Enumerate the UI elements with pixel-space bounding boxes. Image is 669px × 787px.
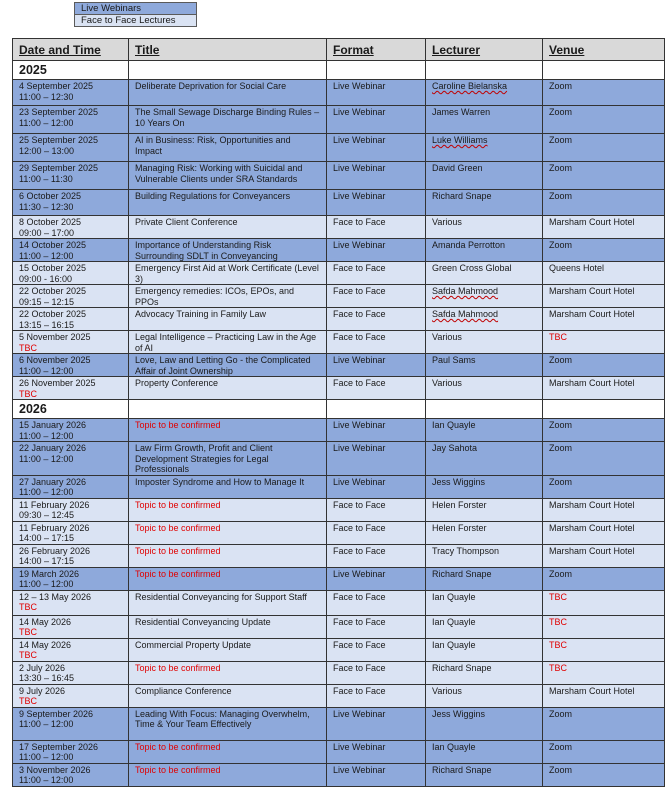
event-format: Face to Face [327, 216, 426, 239]
lecturer-name: Richard Snape [432, 662, 492, 673]
event-title: Imposter Syndrome and How to Manage It [129, 475, 327, 498]
legend-webinar: Live Webinars [75, 3, 197, 15]
date-cell [13, 521, 129, 544]
event-time: 11:30 – 12:30 [19, 201, 74, 212]
event-lecturer [426, 419, 543, 442]
event-format: Face to Face [327, 615, 426, 638]
event-lecturer [426, 162, 543, 190]
event-time: TBC [19, 388, 37, 399]
event-format: Live Webinar [327, 134, 426, 162]
event-title: Love, Law and Letting Go - the Complicated Affair of Joint Ownership [129, 354, 327, 377]
event-lecturer [426, 106, 543, 134]
lecturer-name: David Green [432, 163, 483, 173]
event-title: Building Regulations for Conveyancers [129, 190, 327, 216]
event-title: Topic to be confirmed [129, 544, 327, 567]
event-date: 12 – 13 May 2026 [19, 591, 92, 602]
event-title: The Small Sewage Discharge Binding Rules – 10 Years On [129, 106, 327, 134]
event-format: Face to Face [327, 377, 426, 400]
event-format: Live Webinar [327, 419, 426, 442]
event-date: 15 October 2025 [19, 263, 87, 273]
event-date: 29 September 2025 [19, 163, 99, 173]
header-venue: Venue [543, 39, 665, 61]
event-venue: Zoom [543, 106, 665, 134]
event-lecturer [426, 239, 543, 262]
event-time: 11:00 – 12:00 [19, 775, 74, 785]
event-venue: Marsham Court Hotel [543, 521, 665, 544]
date-cell [13, 106, 129, 134]
empty-cell [543, 61, 665, 80]
event-date: 9 September 2026 [19, 708, 94, 719]
event-venue: TBC [543, 590, 665, 615]
event-time: TBC [19, 696, 37, 706]
event-venue: Marsham Court Hotel [543, 308, 665, 331]
event-time: 11:00 – 12:00 [19, 365, 74, 376]
lecturer-name: James Warren [432, 107, 491, 117]
event-lecturer [426, 216, 543, 239]
event-format: Live Webinar [327, 707, 426, 740]
event-title: Legal Intelligence – Practicing Law in the Age of AI [129, 331, 327, 354]
lecturer-name: Paul Sams [432, 355, 476, 365]
lecturer-name: Various [432, 217, 462, 227]
event-title: Topic to be confirmed [129, 498, 327, 521]
event-venue: TBC [543, 331, 665, 354]
header-title: Title [129, 39, 327, 61]
event-title: Leading With Focus: Managing Overwhelm, Time & Your Team Effectively [129, 707, 327, 740]
event-date: 14 May 2026 [19, 639, 72, 650]
event-lecturer [426, 285, 543, 308]
course-schedule-table [12, 38, 665, 787]
event-time: 11:00 – 12:00 [19, 250, 74, 261]
event-lecturer [426, 684, 543, 707]
event-date: 6 October 2025 [19, 191, 82, 201]
event-date: 26 November 2025 [19, 378, 96, 388]
event-date: 6 November 2025 [19, 355, 91, 365]
lecturer-name: Safda Mahmood [432, 286, 499, 296]
event-lecturer [426, 354, 543, 377]
lecturer-name: Amanda Perrotton [432, 240, 506, 250]
event-date: 11 February 2026 [19, 499, 90, 510]
event-venue: Zoom [543, 740, 665, 763]
table-row [13, 331, 665, 354]
lecturer-name: Green Cross Global [432, 263, 512, 273]
lecturer-name: Various [432, 685, 462, 696]
event-time: 09:00 - 16:00 [19, 273, 73, 284]
event-time: 11:00 – 12:00 [19, 430, 74, 441]
event-title: Property Conference [129, 377, 327, 400]
event-title: Advocacy Training in Family Law [129, 308, 327, 331]
date-cell [13, 684, 129, 707]
table-row [13, 239, 665, 262]
event-lecturer [426, 442, 543, 476]
event-venue: Zoom [543, 190, 665, 216]
table-row [13, 106, 665, 134]
event-lecturer [426, 498, 543, 521]
event-title: Topic to be confirmed [129, 740, 327, 763]
lecturer-name: Ian Quayle [432, 639, 476, 650]
event-title: Emergency remedies: ICOs, EPOs, and PPOs [129, 285, 327, 308]
date-cell [13, 377, 129, 400]
event-format: Face to Face [327, 661, 426, 684]
event-lecturer [426, 80, 543, 106]
date-cell [13, 740, 129, 763]
event-lecturer [426, 763, 543, 786]
header-format: Format [327, 39, 426, 61]
event-time: 09:15 – 12:15 [19, 296, 75, 307]
format-legend [74, 2, 197, 27]
event-venue: Marsham Court Hotel [543, 684, 665, 707]
event-format: Live Webinar [327, 442, 426, 476]
lecturer-name: Jess Wiggins [432, 476, 486, 487]
date-cell [13, 498, 129, 521]
empty-cell [426, 400, 543, 419]
event-title: Managing Risk: Working with Suicidal and Vulnerable Clients under SRA Standards [129, 162, 327, 190]
event-lecturer [426, 190, 543, 216]
date-cell [13, 354, 129, 377]
event-format: Face to Face [327, 498, 426, 521]
date-cell [13, 190, 129, 216]
date-cell [13, 442, 129, 476]
event-lecturer [426, 331, 543, 354]
event-format: Face to Face [327, 285, 426, 308]
date-cell [13, 763, 129, 786]
date-cell [13, 615, 129, 638]
event-time: 11:00 – 12:00 [19, 487, 74, 497]
table-row [13, 615, 665, 638]
event-date: 22 October 2025 [19, 286, 87, 296]
event-format: Live Webinar [327, 162, 426, 190]
table-row [13, 285, 665, 308]
lecturer-name: Ian Quayle [432, 616, 476, 627]
event-title: AI in Business: Risk, Opportunities and Impact [129, 134, 327, 162]
event-format: Face to Face [327, 521, 426, 544]
table-row [13, 162, 665, 190]
event-lecturer [426, 661, 543, 684]
event-title: Emergency First Aid at Work Certificate (Level 3) [129, 262, 327, 285]
event-date: 3 November 2026 [19, 764, 91, 775]
event-time: 14:00 – 17:15 [19, 556, 75, 566]
table-row [13, 707, 665, 740]
event-venue: Zoom [543, 162, 665, 190]
lecturer-name: Tracy Thompson [432, 545, 500, 556]
header-row [13, 39, 665, 61]
event-lecturer [426, 377, 543, 400]
event-lecturer [426, 308, 543, 331]
table-row [13, 475, 665, 498]
lecturer-name: Ian Quayle [432, 420, 476, 430]
header-lecturer: Lecturer [426, 39, 543, 61]
date-cell [13, 216, 129, 239]
event-format: Live Webinar [327, 354, 426, 377]
event-format: Live Webinar [327, 80, 426, 106]
lecturer-name: Luke Williams [432, 135, 488, 145]
lecturer-name: Various [432, 378, 462, 388]
event-title: Topic to be confirmed [129, 661, 327, 684]
event-time: 09:00 – 17:00 [19, 227, 75, 238]
event-venue: Queens Hotel [543, 262, 665, 285]
lecturer-name: Richard Snape [432, 191, 492, 201]
lecturer-name: Various [432, 332, 462, 342]
date-cell [13, 331, 129, 354]
date-cell [13, 419, 129, 442]
event-format: Live Webinar [327, 740, 426, 763]
date-cell [13, 475, 129, 498]
event-date: 25 September 2025 [19, 135, 99, 145]
empty-cell [129, 61, 327, 80]
date-cell [13, 308, 129, 331]
event-title: Topic to be confirmed [129, 419, 327, 442]
empty-cell [129, 400, 327, 419]
date-cell [13, 134, 129, 162]
date-cell [13, 262, 129, 285]
event-date: 15 January 2026 [19, 420, 87, 430]
event-time: 14:00 – 17:15 [19, 533, 75, 543]
date-cell [13, 638, 129, 661]
year-row [13, 61, 665, 80]
date-cell [13, 80, 129, 106]
event-lecturer [426, 544, 543, 567]
lecturer-name: Ian Quayle [432, 591, 476, 602]
lecturer-name: Helen Forster [432, 522, 487, 533]
year-heading: 2025 [13, 61, 129, 80]
table-row [13, 590, 665, 615]
table-row [13, 308, 665, 331]
event-title: Commercial Property Update [129, 638, 327, 661]
event-date: 14 May 2026 [19, 616, 72, 627]
event-time: 13:15 – 16:15 [19, 319, 75, 330]
event-date: 19 March 2026 [19, 568, 80, 579]
lecturer-name: Caroline Bielanska [432, 81, 508, 91]
event-format: Face to Face [327, 684, 426, 707]
event-date: 2 July 2026 [19, 662, 66, 673]
event-venue: TBC [543, 638, 665, 661]
event-venue: TBC [543, 615, 665, 638]
empty-cell [327, 61, 426, 80]
event-date: 22 January 2026 [19, 443, 87, 453]
event-lecturer [426, 262, 543, 285]
event-time: TBC [19, 602, 37, 612]
event-time: 09:30 – 12:45 [19, 510, 75, 520]
event-format: Live Webinar [327, 763, 426, 786]
event-time: 11:00 – 12:00 [19, 453, 74, 464]
event-time: 11:00 – 12:00 [19, 719, 74, 729]
table-row [13, 498, 665, 521]
date-cell [13, 544, 129, 567]
event-time: 11:00 – 11:30 [19, 173, 73, 184]
date-cell [13, 285, 129, 308]
event-time: 12:00 – 13:00 [19, 145, 75, 156]
event-venue: Zoom [543, 354, 665, 377]
event-lecturer [426, 567, 543, 590]
event-format: Face to Face [327, 544, 426, 567]
event-lecturer [426, 615, 543, 638]
event-title: Importance of Understanding Risk Surrounding SDLT in Conveyancing [129, 239, 327, 262]
year-row [13, 400, 665, 419]
event-title: Topic to be confirmed [129, 763, 327, 786]
event-venue: Zoom [543, 707, 665, 740]
event-format: Live Webinar [327, 239, 426, 262]
event-venue: Zoom [543, 239, 665, 262]
event-venue: Zoom [543, 134, 665, 162]
lecturer-name: Helen Forster [432, 499, 487, 510]
date-cell [13, 661, 129, 684]
event-date: 26 February 2026 [19, 545, 91, 556]
event-format: Live Webinar [327, 106, 426, 134]
event-lecturer [426, 521, 543, 544]
event-venue: Zoom [543, 80, 665, 106]
event-venue: Marsham Court Hotel [543, 216, 665, 239]
event-date: 5 November 2025 [19, 332, 91, 342]
event-time: TBC [19, 650, 37, 660]
event-date: 14 October 2025 [19, 240, 87, 250]
event-time: 11:00 – 12:00 [19, 117, 74, 128]
event-lecturer [426, 638, 543, 661]
event-venue: Marsham Court Hotel [543, 544, 665, 567]
table-row [13, 544, 665, 567]
event-date: 22 October 2025 [19, 309, 87, 319]
lecturer-name: Jay Sahota [432, 443, 478, 453]
date-cell [13, 707, 129, 740]
lecturer-name: Richard Snape [432, 764, 492, 775]
table-row [13, 377, 665, 400]
event-lecturer [426, 134, 543, 162]
event-time: 11:00 – 12:00 [19, 752, 74, 762]
event-title: Residential Conveyancing Update [129, 615, 327, 638]
table-row [13, 567, 665, 590]
table-row [13, 134, 665, 162]
event-lecturer [426, 590, 543, 615]
event-format: Face to Face [327, 638, 426, 661]
table-row [13, 684, 665, 707]
table-row [13, 354, 665, 377]
legend-face-to-face: Face to Face Lectures [75, 15, 197, 27]
empty-cell [327, 400, 426, 419]
event-date: 23 September 2025 [19, 107, 99, 117]
event-venue: Zoom [543, 567, 665, 590]
event-format: Live Webinar [327, 567, 426, 590]
event-title: Topic to be confirmed [129, 521, 327, 544]
table-row [13, 216, 665, 239]
empty-cell [543, 400, 665, 419]
event-format: Face to Face [327, 590, 426, 615]
table-row [13, 419, 665, 442]
empty-cell [426, 61, 543, 80]
date-cell [13, 239, 129, 262]
event-format: Live Webinar [327, 190, 426, 216]
year-heading: 2026 [13, 400, 129, 419]
table-row [13, 740, 665, 763]
event-format: Face to Face [327, 331, 426, 354]
header-date: Date and Time [13, 39, 129, 61]
event-venue: Marsham Court Hotel [543, 285, 665, 308]
table-row [13, 190, 665, 216]
event-venue: Zoom [543, 419, 665, 442]
event-time: TBC [19, 627, 37, 637]
event-title: Compliance Conference [129, 684, 327, 707]
event-title: Residential Conveyancing for Support Staff [129, 590, 327, 615]
table-row [13, 661, 665, 684]
event-time: 11:00 – 12:30 [19, 91, 74, 102]
event-format: Face to Face [327, 262, 426, 285]
event-title: Deliberate Deprivation for Social Care [129, 80, 327, 106]
date-cell [13, 590, 129, 615]
event-venue: Zoom [543, 475, 665, 498]
event-date: 17 September 2026 [19, 741, 99, 752]
table-row [13, 638, 665, 661]
table-row [13, 80, 665, 106]
event-title: Topic to be confirmed [129, 567, 327, 590]
event-lecturer [426, 475, 543, 498]
lecturer-name: Ian Quayle [432, 741, 476, 752]
event-venue: Marsham Court Hotel [543, 498, 665, 521]
event-format: Live Webinar [327, 475, 426, 498]
event-venue: TBC [543, 661, 665, 684]
date-cell [13, 162, 129, 190]
table-row [13, 763, 665, 786]
event-time: 11:00 – 12:00 [19, 579, 74, 589]
lecturer-name: Jess Wiggins [432, 708, 486, 719]
event-lecturer [426, 707, 543, 740]
event-time: TBC [19, 342, 37, 353]
schedule-body [13, 61, 665, 787]
event-title: Law Firm Growth, Profit and Client Development Strategies for Legal Professionals [129, 442, 327, 476]
event-venue: Zoom [543, 442, 665, 476]
event-venue: Zoom [543, 763, 665, 786]
table-row [13, 442, 665, 476]
event-format: Face to Face [327, 308, 426, 331]
event-date: 27 January 2026 [19, 476, 87, 487]
event-date: 11 February 2026 [19, 522, 90, 533]
event-date: 8 October 2025 [19, 217, 82, 227]
lecturer-name: Richard Snape [432, 568, 492, 579]
event-date: 9 July 2026 [19, 685, 66, 696]
event-date: 4 September 2025 [19, 81, 94, 91]
table-row [13, 521, 665, 544]
date-cell [13, 567, 129, 590]
event-lecturer [426, 740, 543, 763]
event-title: Private Client Conference [129, 216, 327, 239]
event-time: 13:30 – 16:45 [19, 673, 75, 683]
table-row [13, 262, 665, 285]
event-venue: Marsham Court Hotel [543, 377, 665, 400]
lecturer-name: Safda Mahmood [432, 309, 499, 319]
